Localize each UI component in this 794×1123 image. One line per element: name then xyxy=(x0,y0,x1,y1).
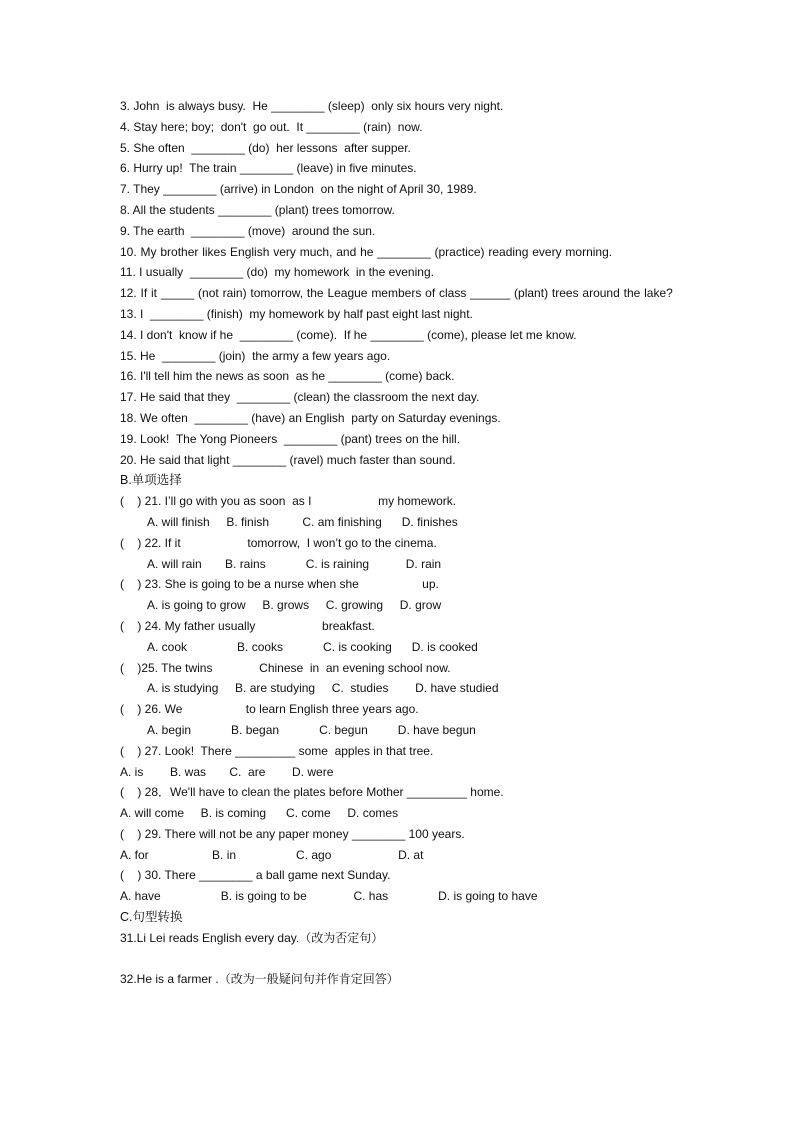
mc-question: ( ) 23. She is going to be a nurse when she up. xyxy=(120,577,439,592)
fill-in-question: 17. He said that they ________ (clean) the classroom the next day. xyxy=(120,390,480,405)
worksheet xyxy=(120,96,680,989)
fill-in-question: 10. My brother likes English very much, and he ________ (practice) reading every morning. xyxy=(120,244,613,259)
fill-in-question: 13. I ________ (finish) my homework by half past eight last night. xyxy=(120,306,473,321)
fill-in-question: 9. The earth ________ (move) around the sun. xyxy=(120,223,376,238)
mc-options: A. will rain B. rains C. is raining D. rain xyxy=(147,556,442,571)
fill-in-question: 12. If it _____ (not rain) tomorrow, the League members of class ______ (plant) trees around the lake? xyxy=(120,286,673,301)
mc-options: A. begin B. began C. begun D. have begun xyxy=(147,722,476,737)
answer-space xyxy=(120,949,680,969)
mc-options: A. have B. is going to be C. has D. is going to have xyxy=(120,889,538,904)
fill-in-question: 19. Look! The Yong Pioneers ________ (pant) trees on the hill. xyxy=(120,431,461,446)
fill-in-question: 4. Stay here; boy; don't go out. It ________ (rain) now. xyxy=(120,119,423,134)
mc-question: ( ) 26. We to learn English three years ago. xyxy=(120,702,419,717)
mc-options: A. is going to grow B. grows C. growing D. grow xyxy=(147,598,442,613)
mc-options: A. cook B. cooks C. is cooking D. is cooked xyxy=(147,639,478,654)
section-c-heading: C.句型转换 xyxy=(120,910,183,925)
mc-options: A. for B. in C. ago D. at xyxy=(120,847,424,862)
fill-in-question: 14. I don't know if he ________ (come). If he ________ (come), please let me know. xyxy=(120,327,577,342)
fill-in-question: 7. They ________ (arrive) in London on the night of April 30, 1989. xyxy=(120,182,477,197)
fill-in-question: 16. I'll tell him the news as soon as he ________ (come) back. xyxy=(120,369,455,384)
fill-in-question: 3. John is always busy. He ________ (sleep) only six hours very night. xyxy=(120,99,504,113)
fill-in-question: 5. She often ________ (do) her lessons after supper. xyxy=(120,140,411,155)
fill-in-question: 20. He said that light ________ (ravel) much faster than sound. xyxy=(120,452,456,467)
mc-question: ( ) 22. If it tomorrow, I won’t go to the cinema. xyxy=(120,535,437,550)
mc-question: ( ) 29. There will not be any paper money ________ 100 years. xyxy=(120,826,465,841)
fill-in-question: 11. I usually ________ (do) my homework in the evening. xyxy=(120,265,434,280)
mc-options: A. is B. was C. are D. were xyxy=(120,764,334,779)
mc-question: ( ) 27. Look! There _________ some apples in that tree. xyxy=(120,743,434,758)
mc-question: ( ) 28．We'll have to clean the plates before Mother _________ home. xyxy=(120,785,504,800)
mc-question: ( ) 21. I’ll go with you as soon as I my homework. xyxy=(120,494,457,509)
section-b-heading: B.单项选择 xyxy=(120,473,182,488)
mc-question: ( )25. The twins Chinese in an evening school now. xyxy=(120,660,451,675)
multiple-choice-section xyxy=(120,491,680,907)
fill-in-question: 18. We often ________ (have) an English party on Saturday evenings. xyxy=(120,410,501,425)
mc-options: A. will come B. is coming C. come D. comes xyxy=(120,806,399,821)
transform-question-31: 31.Li Lei reads English every day.（改为否定句） xyxy=(120,930,384,945)
fill-in-section xyxy=(120,96,680,470)
mc-options: A. will finish B. finish C. am finishing D. finishes xyxy=(147,514,458,529)
mc-options: A. is studying B. are studying C. studies D. have studied xyxy=(147,681,499,696)
fill-in-question: 8. All the students ________ (plant) trees tomorrow. xyxy=(120,202,395,217)
mc-question: ( ) 24. My father usually breakfast. xyxy=(120,618,375,633)
fill-in-question: 6. Hurry up! The train ________ (leave) in five minutes. xyxy=(120,161,417,176)
fill-in-question: 15. He ________ (join) the army a few years ago. xyxy=(120,348,391,363)
transform-question-32: 32.He is a farmer .（改为一般疑问句并作肯定回答） xyxy=(120,971,399,986)
mc-question: ( ) 30. There ________ a ball game next Sunday. xyxy=(120,868,391,883)
